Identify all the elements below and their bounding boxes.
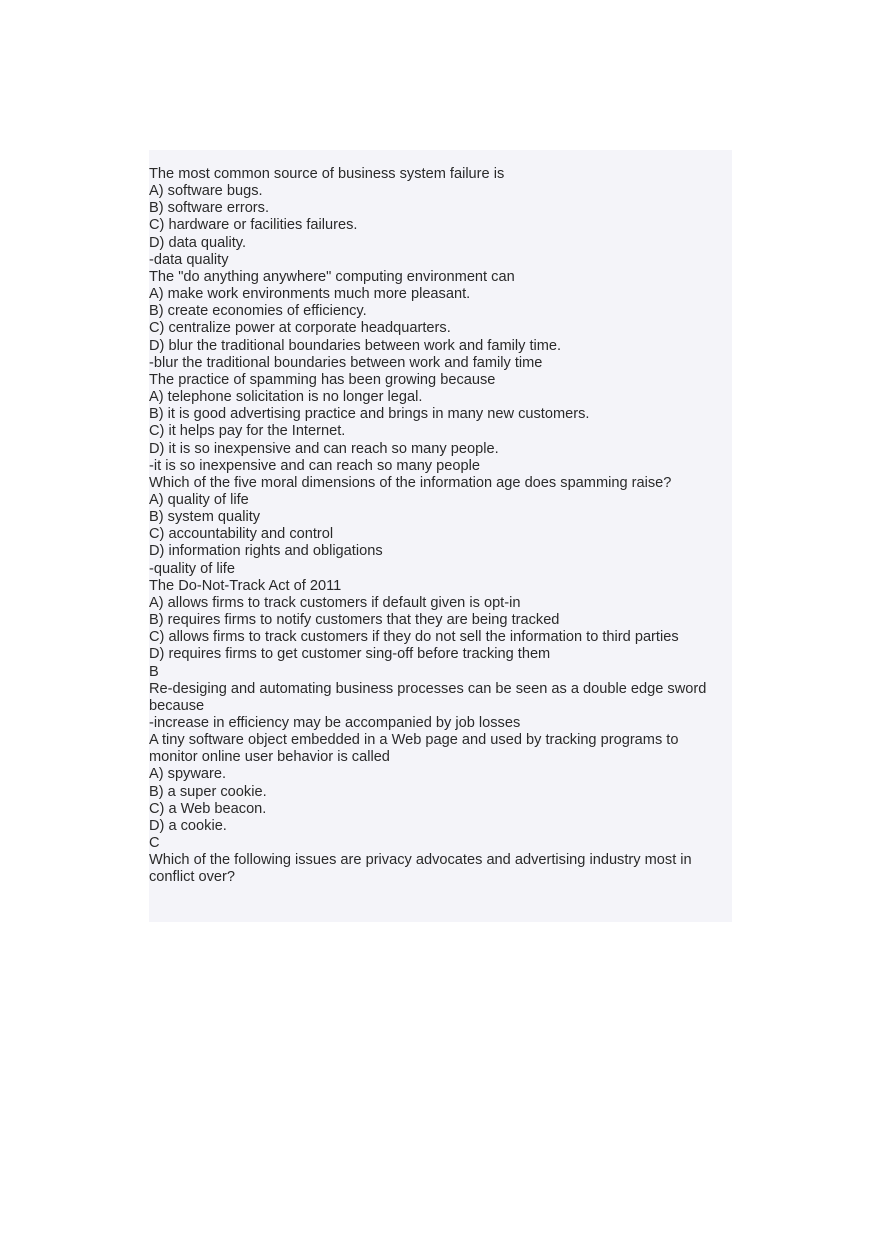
question-5-answer: B — [149, 663, 159, 680]
question-3-answer: -it is so inexpensive and can reach so many people — [149, 457, 480, 474]
question-8-text-line-2: conflict over? — [149, 869, 235, 886]
question-6-answer: -increase in efficiency may be accompanied by job losses — [149, 715, 521, 731]
question-7-option-a: A) spyware. — [149, 766, 227, 783]
question-8-text-line-1: Which of the following issues are privacy advocates and advertising industry most in — [149, 852, 692, 869]
question-3-option-b: B) it is good advertising practice and brings in many new customers. — [149, 406, 590, 423]
question-5-option-a: A) allows firms to track customers if default given is opt-in — [149, 594, 521, 611]
question-3-option-d: D) it is so inexpensive and can reach so many people. — [149, 440, 499, 457]
question-5-option-b: B) requires firms to notify customers that they are being tracked — [149, 612, 560, 629]
question-7-option-d: D) a cookie. — [149, 817, 227, 834]
question-5-option-c: C) allows firms to track customers if they do not sell the information to third parties — [149, 629, 679, 646]
question-1-option-a: A) software bugs. — [149, 183, 263, 200]
question-1-text: The most common source of business system failure is — [149, 166, 505, 182]
question-4-option-c: C) accountability and control — [149, 526, 334, 543]
question-4-text: Which of the five moral dimensions of the information age does spamming raise? — [149, 474, 672, 491]
question-7-answer: C — [149, 835, 160, 852]
question-2-answer: -blur the traditional boundaries between work and family time — [149, 354, 543, 371]
question-1-answer: -data quality — [149, 251, 229, 268]
question-5-text: The Do-Not-Track Act of 2011 — [149, 577, 342, 594]
question-6-text-line-1: Re-desiging and automating business processes can be seen as a double edge sword — [149, 680, 707, 697]
question-1-option-b: B) software errors. — [149, 200, 270, 217]
question-7-option-c: C) a Web beacon. — [149, 800, 267, 817]
question-4-option-d: D) information rights and obligations — [149, 543, 383, 560]
question-4-option-a: A) quality of life — [149, 491, 249, 508]
question-4-option-b: B) system quality — [149, 509, 261, 526]
question-2-option-c: C) centralize power at corporate headquarters. — [149, 320, 451, 337]
question-2-option-b: B) create economies of efficiency. — [149, 303, 367, 320]
question-6-text-line-2: because — [149, 697, 205, 714]
question-2-text: The "do anything anywhere" computing environment can — [149, 268, 515, 285]
question-7-text-line-1: A tiny software object embedded in a Web page and used by tracking programs to — [149, 732, 679, 749]
question-4-answer: -quality of life — [149, 560, 235, 577]
question-2-option-a: A) make work environments much more pleasant. — [149, 286, 471, 303]
question-3-text: The practice of spamming has been growing because — [149, 371, 496, 388]
question-3-option-c: C) it helps pay for the Internet. — [149, 423, 346, 440]
question-1-option-c: C) hardware or facilities failures. — [149, 217, 358, 234]
question-7-text-line-2: monitor online user behavior is called — [149, 749, 390, 766]
question-5-option-d: D) requires firms to get customer sing-off before tracking them — [149, 646, 551, 663]
document-text — [149, 166, 732, 887]
question-3-option-a: A) telephone solicitation is no longer legal. — [149, 389, 423, 406]
question-7-option-b: B) a super cookie. — [149, 783, 267, 800]
question-2-option-d: D) blur the traditional boundaries between work and family time. — [149, 337, 562, 354]
question-1-option-d: D) data quality. — [149, 234, 247, 251]
